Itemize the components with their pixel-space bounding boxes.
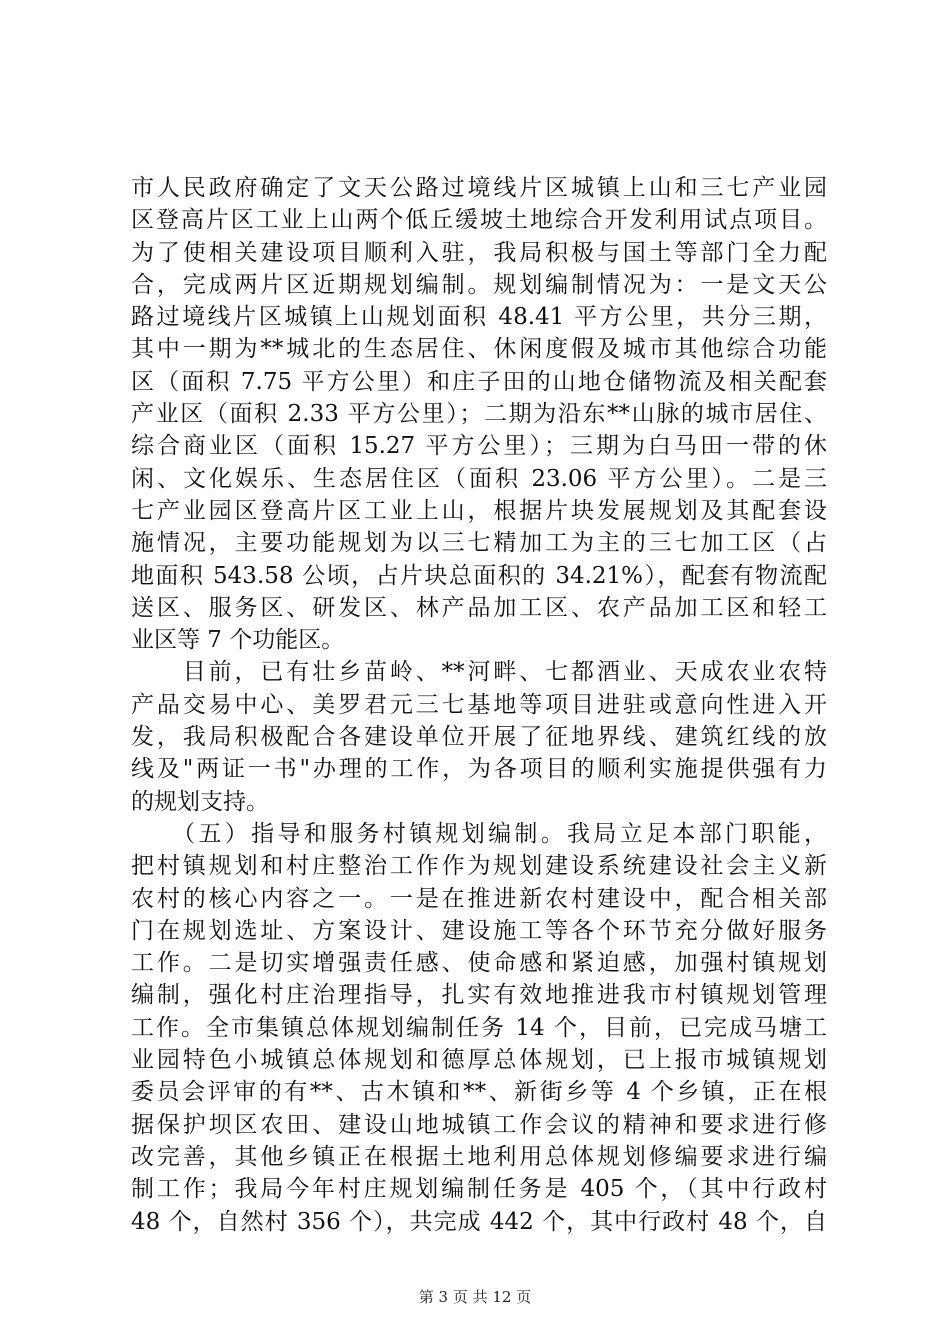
text-line: 产业区（面积 2.33 平方公里）；二期为沿东**山脉的城市居住、: [131, 401, 827, 428]
text-line: 工作。全市集镇总体规划编制任务 14 个，目前，已完成马塘工: [131, 1014, 827, 1041]
text-line: 综合商业区（面积 15.27 平方公里）；三期为白马田一带的休: [131, 433, 827, 460]
text-line: 其中一期为**城北的生态居住、休闲度假及城市其他综合功能: [131, 336, 827, 363]
text-line: 地面积 543.58 公顷，占片块总面积的 34.21%），配套有物流配: [131, 562, 827, 589]
text-line: 业园特色小城镇总体规划和德厚总体规划，已上报市城镇规划: [131, 1047, 827, 1074]
text-line: 送区、服务区、研发区、林产品加工区、农产品加工区和轻工: [131, 594, 827, 621]
text-line: （五）指导和服务村镇规划编制。我局立足本部门职能，: [131, 820, 827, 847]
text-line: 路过境线片区城镇上山规划面积 48.41 平方公里，共分三期，: [131, 304, 827, 331]
text-line: 区登高片区工业上山两个低丘缓坡土地综合开发利用试点项目。: [131, 207, 827, 234]
body-text: [131, 172, 827, 1238]
text-line: 市人民政府确定了文天公路过境线片区城镇上山和三七产业园: [131, 175, 827, 201]
text-line: 目前，已有壮乡苗岭、**河畔、七都酒业、天成农业农特: [131, 659, 827, 686]
text-line: 门在规划选址、方案设计、建设施工等各个环节充分做好服务: [131, 917, 827, 944]
text-line: 48 个，自然村 356 个），共完成 442 个，其中行政村 48 个，自: [131, 1208, 827, 1235]
text-line: 闲、文化娱乐、生态居住区（面积 23.06 平方公里）。二是三: [131, 465, 827, 492]
page-footer: 第 3 页 共 12 页: [418, 1288, 532, 1306]
text-line: 合，完成两片区近期规划编制。规划编制情况为：一是文天公: [131, 271, 827, 298]
text-line: 制工作；我局今年村庄规划编制任务是 405 个，（其中行政村: [131, 1176, 827, 1203]
text-line: 改完善，其他乡镇正在根据土地利用总体规划修编要求进行编: [131, 1143, 827, 1170]
text-line: 据保护坝区农田、建设山地城镇工作会议的精神和要求进行修: [131, 1111, 827, 1138]
text-line: 业区等 7 个功能区。: [131, 627, 345, 654]
text-line: 的规划支持。: [131, 788, 269, 815]
text-line: 产品交易中心、美罗君元三七基地等项目进驻或意向性进入开: [131, 691, 827, 718]
text-line: 施情况，主要功能规划为以三七精加工为主的三七加工区（占: [131, 530, 827, 557]
text-line: 农村的核心内容之一。一是在推进新农村建设中，配合相关部: [131, 885, 827, 912]
text-line: 发，我局积极配合各建设单位开展了征地界线、建筑红线的放: [131, 724, 827, 751]
text-line: 为了使相关建设项目顺利入驻，我局积极与国土等部门全力配: [131, 239, 827, 266]
text-line: 工作。二是切实增强责任感、使命感和紧迫感，加强村镇规划: [131, 950, 827, 977]
text-line: 编制，强化村庄治理指导，扎实有效地推进我市村镇规划管理: [131, 982, 827, 1009]
text-line: 七产业园区登高片区工业上山，根据片块发展规划及其配套设: [131, 497, 827, 524]
text-line: 把村镇规划和村庄整治工作作为规划建设系统建设社会主义新: [131, 853, 827, 880]
text-line: 委员会评审的有**、古木镇和**、新街乡等 4 个乡镇，正在根: [131, 1079, 827, 1106]
text-line: 线及"两证一书"办理的工作，为各项目的顺利实施提供强有力: [131, 756, 827, 783]
text-line: 区（面积 7.75 平方公里）和庄子田的山地仓储物流及相关配套: [131, 368, 827, 395]
